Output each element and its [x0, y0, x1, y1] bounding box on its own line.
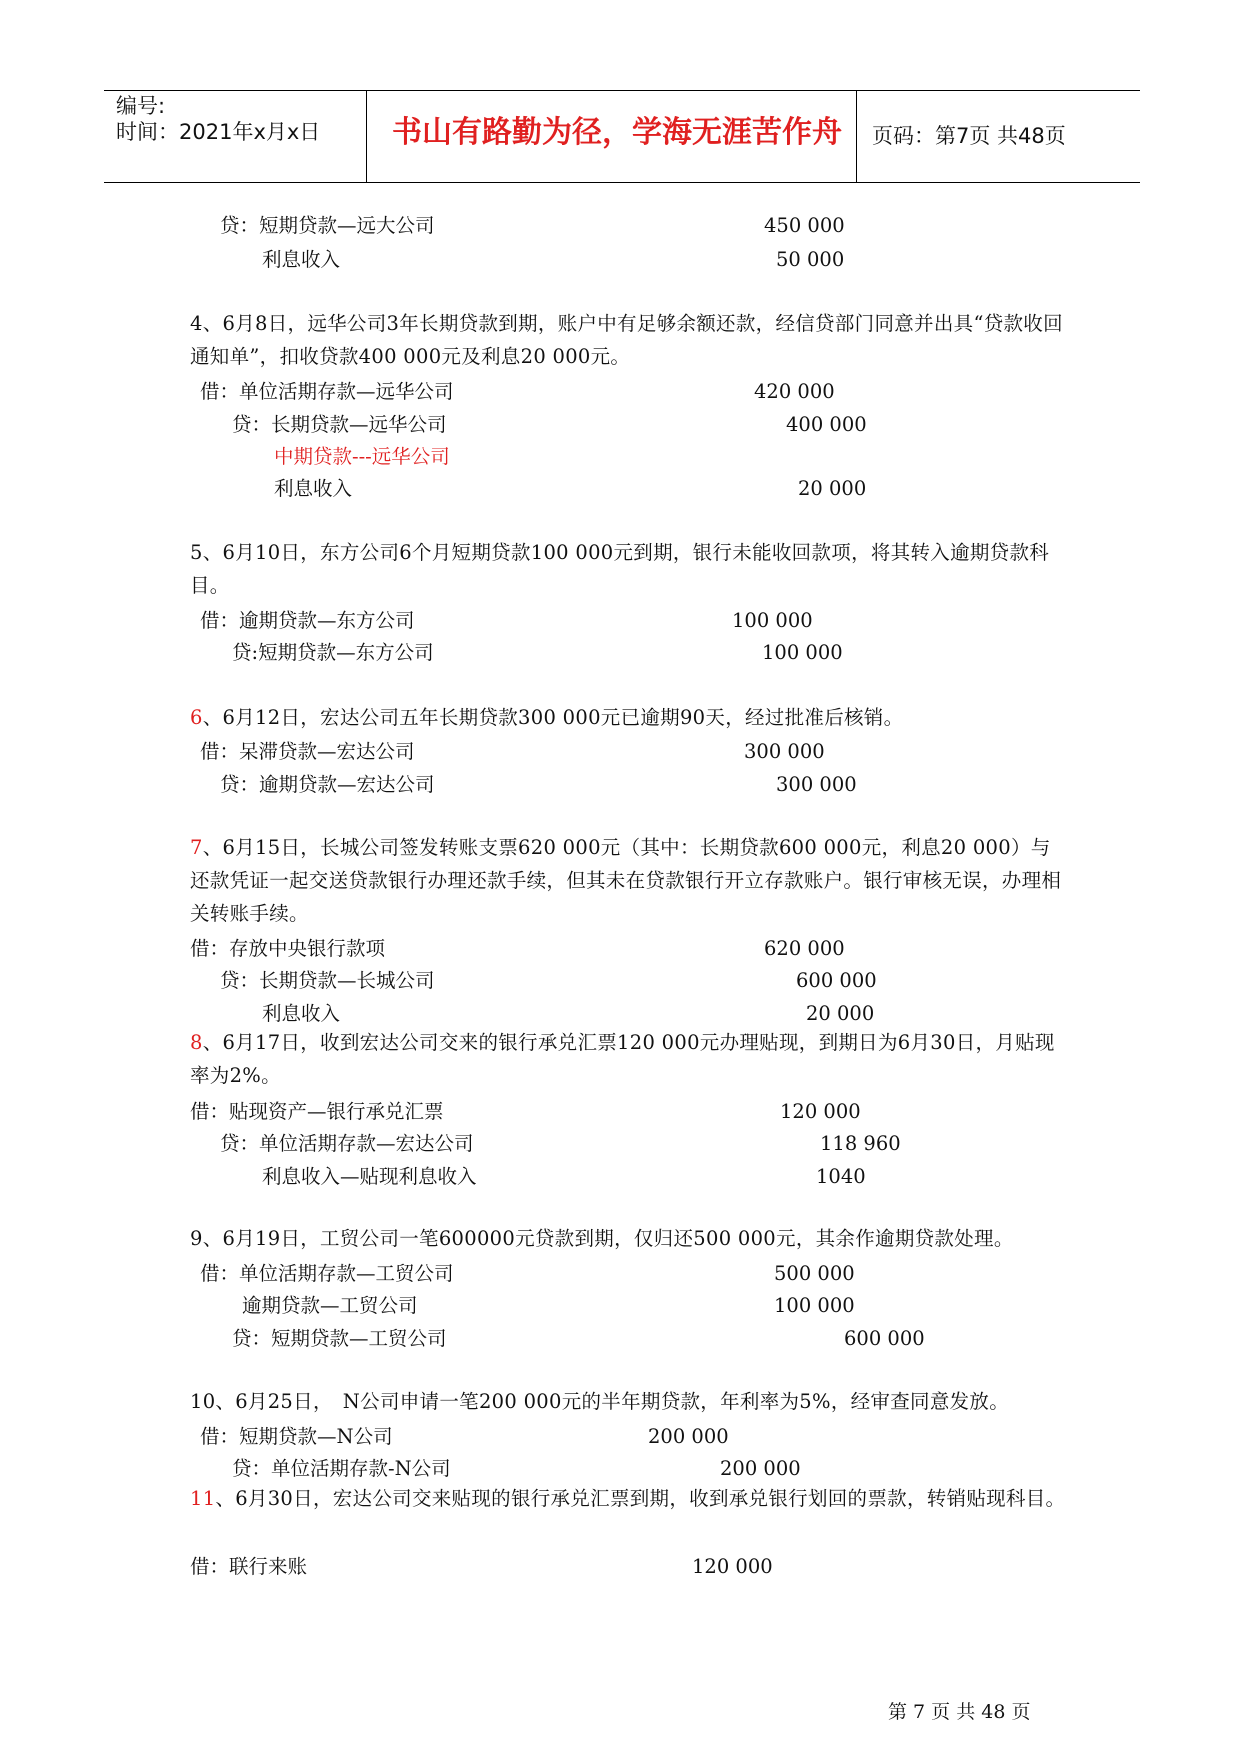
entry-line: 贷：短期贷款—远大公司: [220, 214, 435, 237]
paragraph-number: 5: [190, 541, 203, 564]
paragraph-8: [190, 1026, 1070, 1092]
paragraph-text: 、6月10日，东方公司6个月短期贷款100 000元到期，银行未能收回款项，将其转入逾期贷款科目。: [190, 541, 1050, 597]
paragraph-text: 、6月8日，远华公司3年长期贷款到期，账户中有足够余额还款，经信贷部门同意并出具“贷款收回通知单”，扣收贷款400 000元及利息20 000元。: [190, 312, 1063, 368]
entry-line: 利息收入: [274, 477, 353, 500]
header-motto: 书山有路勤为径，学海无涯苦作舟: [392, 115, 842, 150]
paragraph-text: 、6月30日，宏达公司交来贴现的银行承兑汇票到期，收到承兑银行划回的票款，转销贴现科目。: [215, 1487, 1066, 1510]
paragraph-number: 4: [190, 312, 203, 335]
entry-amount: 450 000: [764, 214, 845, 237]
entry-line: 借：单位活期存款—远华公司: [200, 380, 454, 403]
paragraph-10: [190, 1385, 1070, 1418]
entry-amount: 100 000: [762, 641, 843, 664]
entry-amount: 400 000: [786, 413, 867, 436]
paragraph-text: 、6月15日，长城公司签发转账支票620 000元（其中：长期贷款600 000元，利息20 000）与还款凭证一起交送贷款银行办理还款手续，但其未在贷款银行开立存款账户。银行审核无误，办理相关转账手续。: [190, 836, 1062, 925]
paragraph-number: 9: [190, 1227, 203, 1250]
entry-amount: 620 000: [764, 937, 845, 960]
entry-line-highlight: 中期贷款---远华公司: [274, 445, 450, 468]
entry-amount: 120 000: [692, 1555, 773, 1578]
entry-amount: 300 000: [776, 773, 857, 796]
paragraph-text: 、6月17日，收到宏达公司交来的银行承兑汇票120 000元办理贴现，到期日为6月30日，月贴现率为2%。: [190, 1031, 1055, 1087]
entry-line: 借：贴现资产—银行承兑汇票: [190, 1100, 444, 1123]
entry-amount: 600 000: [844, 1327, 925, 1350]
paragraph-7: [190, 831, 1070, 930]
entry-line: 借：呆滞贷款—宏达公司: [200, 740, 415, 763]
entry-line: 贷：单位活期存款-N公司: [232, 1457, 451, 1480]
entry-amount: 300 000: [744, 740, 825, 763]
header-bottom-rule: [104, 182, 1140, 183]
entry-line: 借：逾期贷款—东方公司: [200, 609, 415, 632]
entry-line: 贷：逾期贷款—宏达公司: [220, 773, 435, 796]
entry-amount: 20 000: [798, 477, 867, 500]
entry-amount: 420 000: [754, 380, 835, 403]
entry-amount: 100 000: [774, 1294, 855, 1317]
paragraph-number: 7: [190, 836, 203, 859]
paragraph-text: 、6月12日，宏达公司五年长期贷款300 000元已逾期90天，经过批准后核销。: [202, 706, 904, 729]
entry-line: 借：短期贷款—N公司: [200, 1425, 393, 1448]
entry-line: 利息收入: [262, 248, 341, 271]
entry-amount: 600 000: [796, 969, 877, 992]
entry-line: 借：单位活期存款—工贸公司: [200, 1262, 454, 1285]
entry-amount: 118 960: [820, 1132, 901, 1155]
paragraph-4: [190, 307, 1070, 373]
entry-line: 逾期贷款—工贸公司: [242, 1294, 418, 1317]
header-time-label: 时间：2021年x月x日: [116, 120, 321, 144]
entry-line: 借：存放中央银行款项: [190, 937, 386, 960]
entry-amount: 500 000: [774, 1262, 855, 1285]
paragraph-text: 、6月19日，工贸公司一笔600000元贷款到期，仅归还500 000元，其余作逾期贷款处理。: [202, 1227, 1014, 1250]
paragraph-number: 6: [190, 706, 203, 729]
entry-line: 利息收入—贴现利息收入: [262, 1165, 477, 1188]
entry-line: 贷：长期贷款—远华公司: [232, 413, 447, 436]
entry-amount: 50 000: [776, 248, 845, 271]
entry-line: 贷：单位活期存款—宏达公司: [220, 1132, 474, 1155]
paragraph-9: [190, 1222, 1070, 1255]
entry-line: 利息收入: [262, 1002, 341, 1025]
header-divider-right: [856, 90, 857, 182]
paragraph-number: 11: [190, 1487, 216, 1510]
paragraph-number: 10: [190, 1390, 216, 1413]
entry-line: 贷：长期贷款—长城公司: [220, 969, 435, 992]
entry-amount: 120 000: [780, 1100, 861, 1123]
entry-amount: 200 000: [720, 1457, 801, 1480]
entry-line: 贷:短期贷款—东方公司: [232, 641, 434, 664]
entry-amount: 100 000: [732, 609, 813, 632]
entry-amount: 200 000: [648, 1425, 729, 1448]
entry-line: 贷：短期贷款—工贸公司: [232, 1327, 447, 1350]
paragraph-5: [190, 536, 1070, 602]
header-top-rule: [104, 90, 1140, 91]
entry-amount: 20 000: [806, 1002, 875, 1025]
page-footer: 第 7 页 共 48 页: [888, 1701, 1031, 1723]
header-page-info: 页码：第7页 共48页: [872, 124, 1066, 148]
paragraph-number: 8: [190, 1031, 203, 1054]
entry-line: 借：联行来账: [190, 1555, 308, 1578]
paragraph-text: 、6月25日， N公司申请一笔200 000元的半年期贷款，年利率为5%，经审查同意发放。: [215, 1390, 1010, 1413]
paragraph-6: [190, 701, 1070, 734]
paragraph-11: [190, 1482, 1070, 1515]
header-divider-left: [366, 90, 367, 182]
entry-amount: 1040: [816, 1165, 866, 1188]
header-number-label: 编号:: [116, 94, 166, 118]
